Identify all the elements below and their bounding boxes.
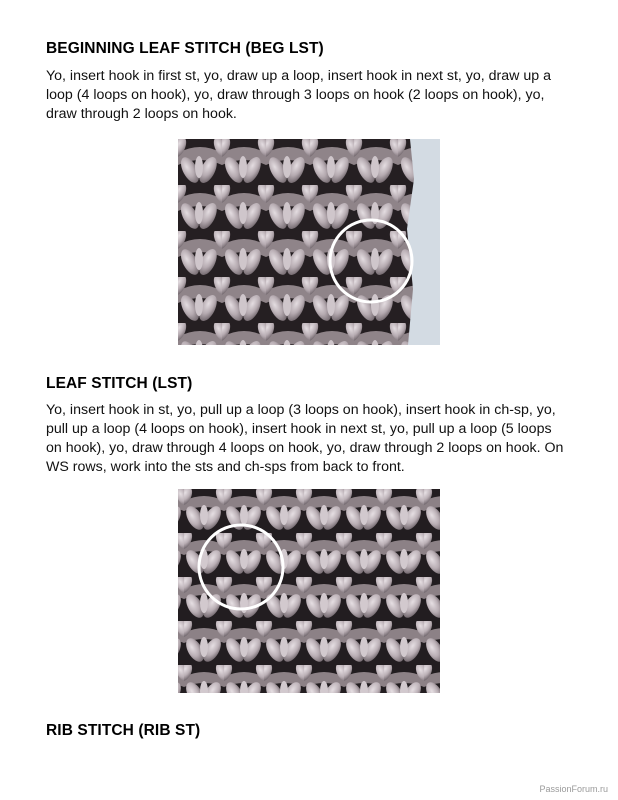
section-text-beg-leaf-stitch: Yo, insert hook in first st, yo, draw up a loop, insert hook in next st, yo, draw up a loop (4 loops on hook), yo, draw through 3 loops on hook (2 loops on hook), yo, draw through 2 loops on hook. (46, 68, 551, 122)
section-title-rib-stitch: RIB STITCH (RIB ST) (46, 722, 201, 739)
watermark: PassionForum.ru (539, 784, 608, 794)
section-title-beg-leaf-stitch: BEGINNING LEAF STITCH (BEG LST) (46, 40, 324, 57)
section-text-leaf-stitch: Yo, insert hook in st, yo, pull up a loop (3 loops on hook), insert hook in ch-sp, yo, pull up a loop (4 loops on hook), insert hook in next st, yo, pull up a loop (5 loops on hook), yo, draw through 4 loops on hook, yo, draw through 2 loops on hook. On WS rows, work into the sts and ch-sps from back to front. (46, 402, 564, 475)
section-title-leaf-stitch: LEAF STITCH (LST) (46, 375, 193, 392)
leaf-stitch-swatch-photo (178, 489, 440, 693)
beg-leaf-stitch-swatch-photo (178, 139, 440, 345)
